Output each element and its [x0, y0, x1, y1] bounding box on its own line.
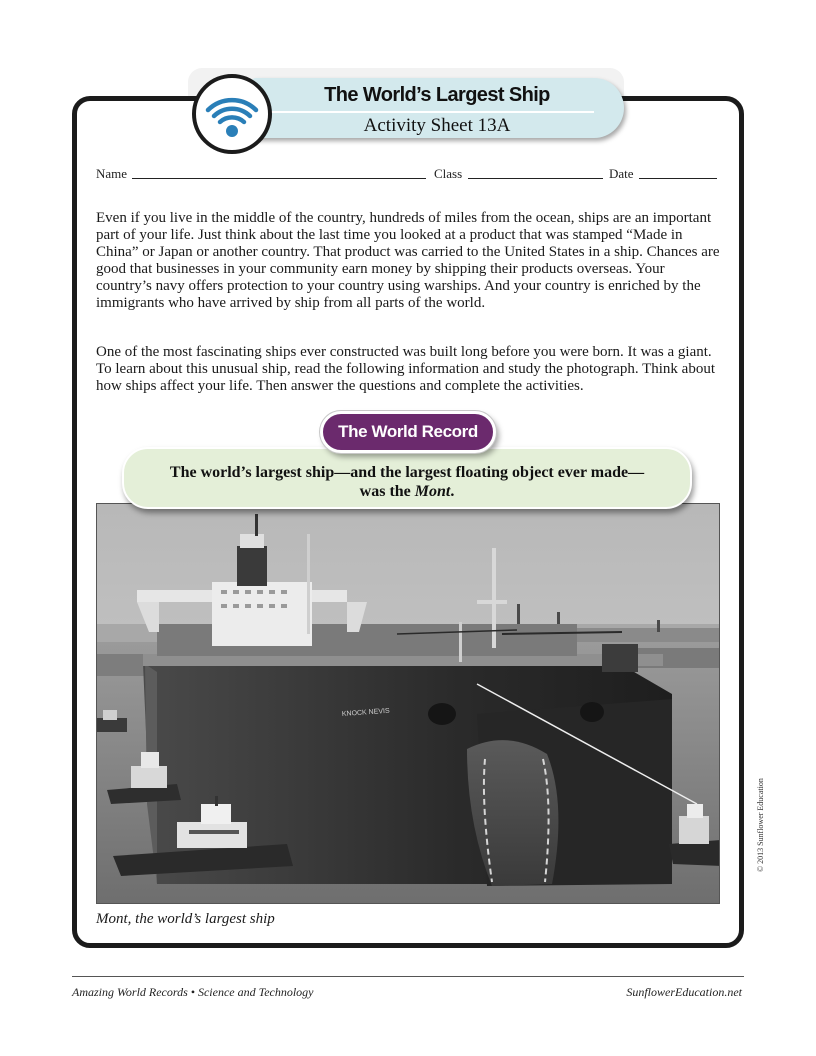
page-subtitle: Activity Sheet 13A: [363, 115, 511, 136]
footer-divider: [72, 976, 744, 977]
class-label: Class: [434, 166, 463, 181]
title-divider: [260, 111, 594, 113]
title-banner: [250, 78, 624, 138]
record-statement-line-1: The world’s largest ship—and the largest floating object ever made—: [169, 464, 645, 481]
wifi-signal-icon: [202, 84, 262, 144]
intro-paragraph-2: One of the most fascinating ships ever constructed was built long before you were born. It was a giant. To learn about this unusual ship, read the following information and study the photograph. Think about how ships affect your life. Then answer the questions and complete the activities.: [96, 344, 715, 394]
hull-name-text: KNOCK NEVIS: [341, 707, 390, 718]
record-statement-suffix: .: [450, 483, 455, 500]
record-statement-line-2: [124, 482, 690, 501]
world-record-statement: [122, 447, 692, 509]
world-record-heading: The World Record: [320, 411, 496, 453]
ship-photograph: [96, 503, 720, 904]
date-label: Date: [609, 166, 634, 181]
name-label: Name: [96, 166, 128, 181]
footer-series-title: Amazing World Records • Science and Technology: [72, 985, 314, 999]
student-info-row: [96, 166, 718, 182]
photo-caption: Mont, the world’s largest ship: [96, 911, 275, 927]
ship-photo-illustration: [97, 504, 720, 904]
record-ship-name: Mont: [414, 483, 451, 500]
intro-paragraph-1: Even if you live in the middle of the country, hundreds of miles from the ocean, ships are an important part of your life. Just think about the last time you looked at a product that was stamped “Made in China” or Japan or another country. That product was carried to the United States in a ship. Chances are good that businesses in your community earn money by shipping their products overseas. Your country’s navy offers protection to your country using warships. And your country is enriched by the immigrants who have arrived by ship from all parts of the world.: [96, 210, 720, 311]
record-statement-prefix: was the: [359, 483, 415, 500]
copyright-notice: © 2013 Sunflower Education: [756, 778, 765, 872]
date-field[interactable]: [639, 178, 717, 179]
class-field[interactable]: [468, 178, 603, 179]
name-field[interactable]: [132, 178, 426, 179]
wifi-badge: [192, 74, 272, 154]
page-title: The World’s Largest Ship: [324, 84, 550, 106]
footer-website-link[interactable]: SunflowerEducation.net: [626, 985, 742, 999]
